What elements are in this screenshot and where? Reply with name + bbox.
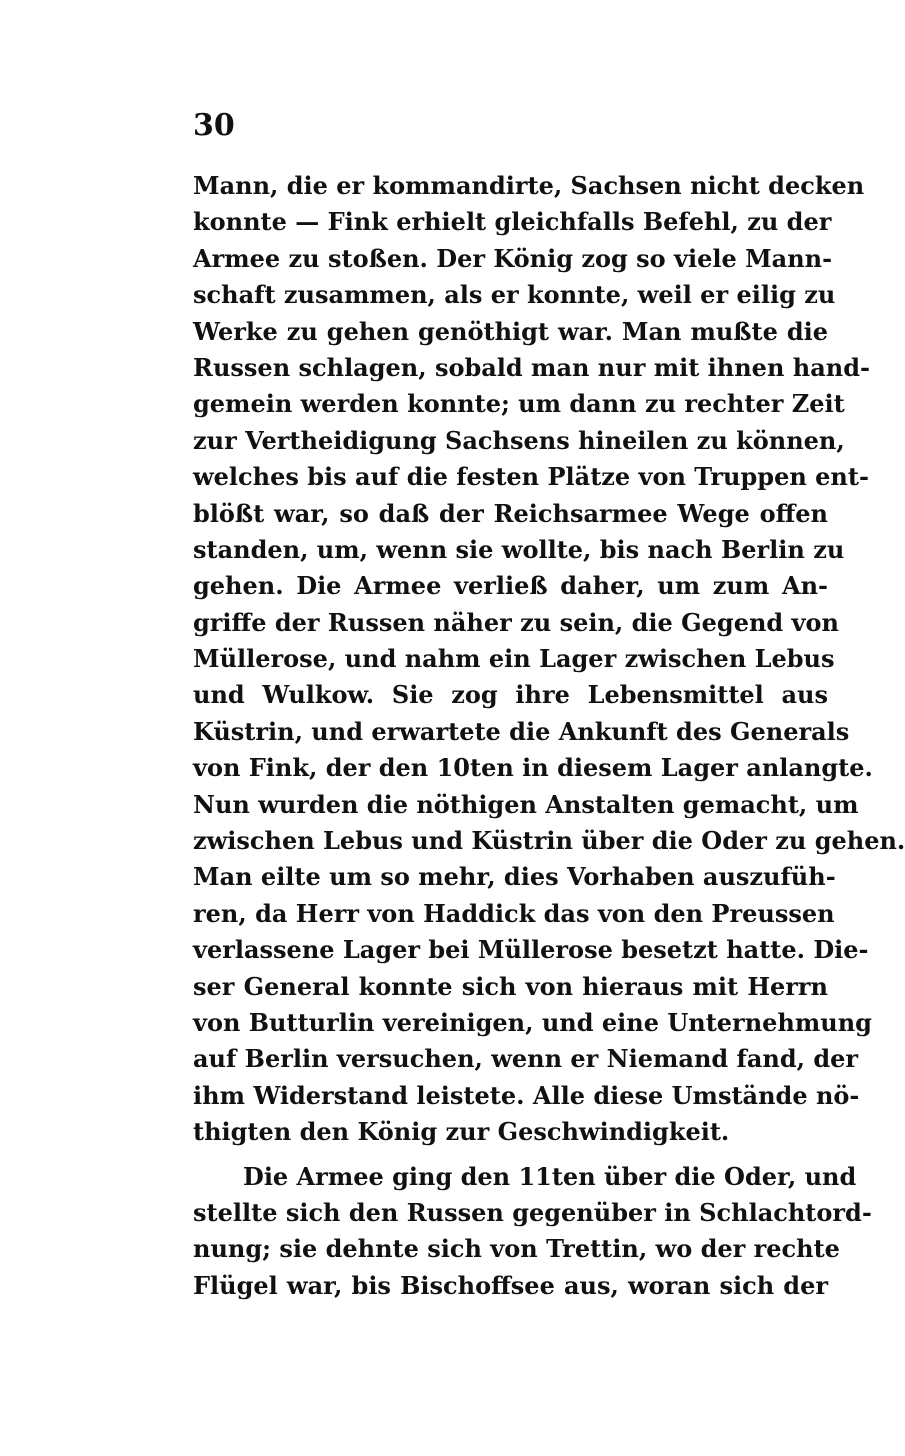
text-line: Armee zu stoßen. Der König zog so viele Mann- <box>193 243 833 273</box>
body-text <box>193 168 905 1304</box>
text-line: Russen schlagen, sobald man nur mit ihnen hand- <box>193 352 870 382</box>
text-line: ihm Widerstand leistete. Alle diese Umstände nö- <box>193 1080 860 1110</box>
text-line: gehen. Die Armee verließ daher, um zum An- <box>193 571 828 601</box>
text-line: Nun wurden die nöthigen Anstalten gemacht, um <box>193 789 859 819</box>
text-line: konnte — Fink erhielt gleichfalls Befehl, zu der <box>193 207 832 237</box>
text-line: von Fink, der den 10ten in diesem Lager anlangte. <box>193 753 873 783</box>
page-number: 30 <box>193 108 235 143</box>
text-line: Werke zu gehen genöthigt war. Man mußte die <box>193 316 828 346</box>
text-line: von Butturlin vereinigen, und eine Unternehmung <box>193 1007 872 1037</box>
text-line: Mann, die er kommandirte, Sachsen nicht decken <box>193 171 865 200</box>
text-line: schaft zusammen, als er konnte, weil er eilig zu <box>193 280 836 310</box>
text-line: blößt war, so daß der Reichsarmee Wege offen <box>193 498 828 528</box>
text-line: Müllerose, und nahm ein Lager zwischen Lebus <box>193 644 835 674</box>
text-line: thigten den König zur Geschwindigkeit. <box>193 1117 730 1147</box>
paragraph-1 <box>193 168 905 1151</box>
text-line: auf Berlin versuchen, wenn er Niemand fand, der <box>193 1044 859 1074</box>
text-line: gemein werden konnte; um dann zu rechter Zeit <box>193 389 845 419</box>
text-line: welches bis auf die festen Plätze von Truppen ent- <box>193 462 869 492</box>
text-line: zwischen Lebus und Küstrin über die Oder zu gehen. <box>193 826 905 856</box>
text-line: und Wulkow. Sie zog ihre Lebensmittel aus <box>193 680 828 710</box>
text-line: Die Armee ging den 11ten über die Oder, und <box>243 1161 857 1191</box>
text-line: griffe der Russen näher zu sein, die Gegend von <box>193 607 839 637</box>
text-line: Man eilte um so mehr, dies Vorhaben auszufüh- <box>193 862 836 892</box>
text-line: zur Vertheidigung Sachsens hineilen zu können, <box>193 425 845 455</box>
text-line: ren, da Herr von Haddick das von den Preussen <box>193 898 835 928</box>
paragraph-2 <box>193 1159 872 1305</box>
text-line: verlassene Lager bei Müllerose besetzt hatte. Die- <box>193 935 869 965</box>
text-line: nung; sie dehnte sich von Trettin, wo der rechte <box>193 1234 840 1264</box>
text-line: stellte sich den Russen gegenüber in Schlachtord- <box>193 1197 872 1227</box>
text-line: standen, um, wenn sie wollte, bis nach Berlin zu <box>193 534 845 564</box>
text-line: ser General konnte sich von hieraus mit Herrn <box>193 971 828 1001</box>
text-line: Küstrin, und erwartete die Ankunft des Generals <box>193 716 850 746</box>
text-line: Flügel war, bis Bischoffsee aus, woran sich der <box>193 1270 828 1300</box>
